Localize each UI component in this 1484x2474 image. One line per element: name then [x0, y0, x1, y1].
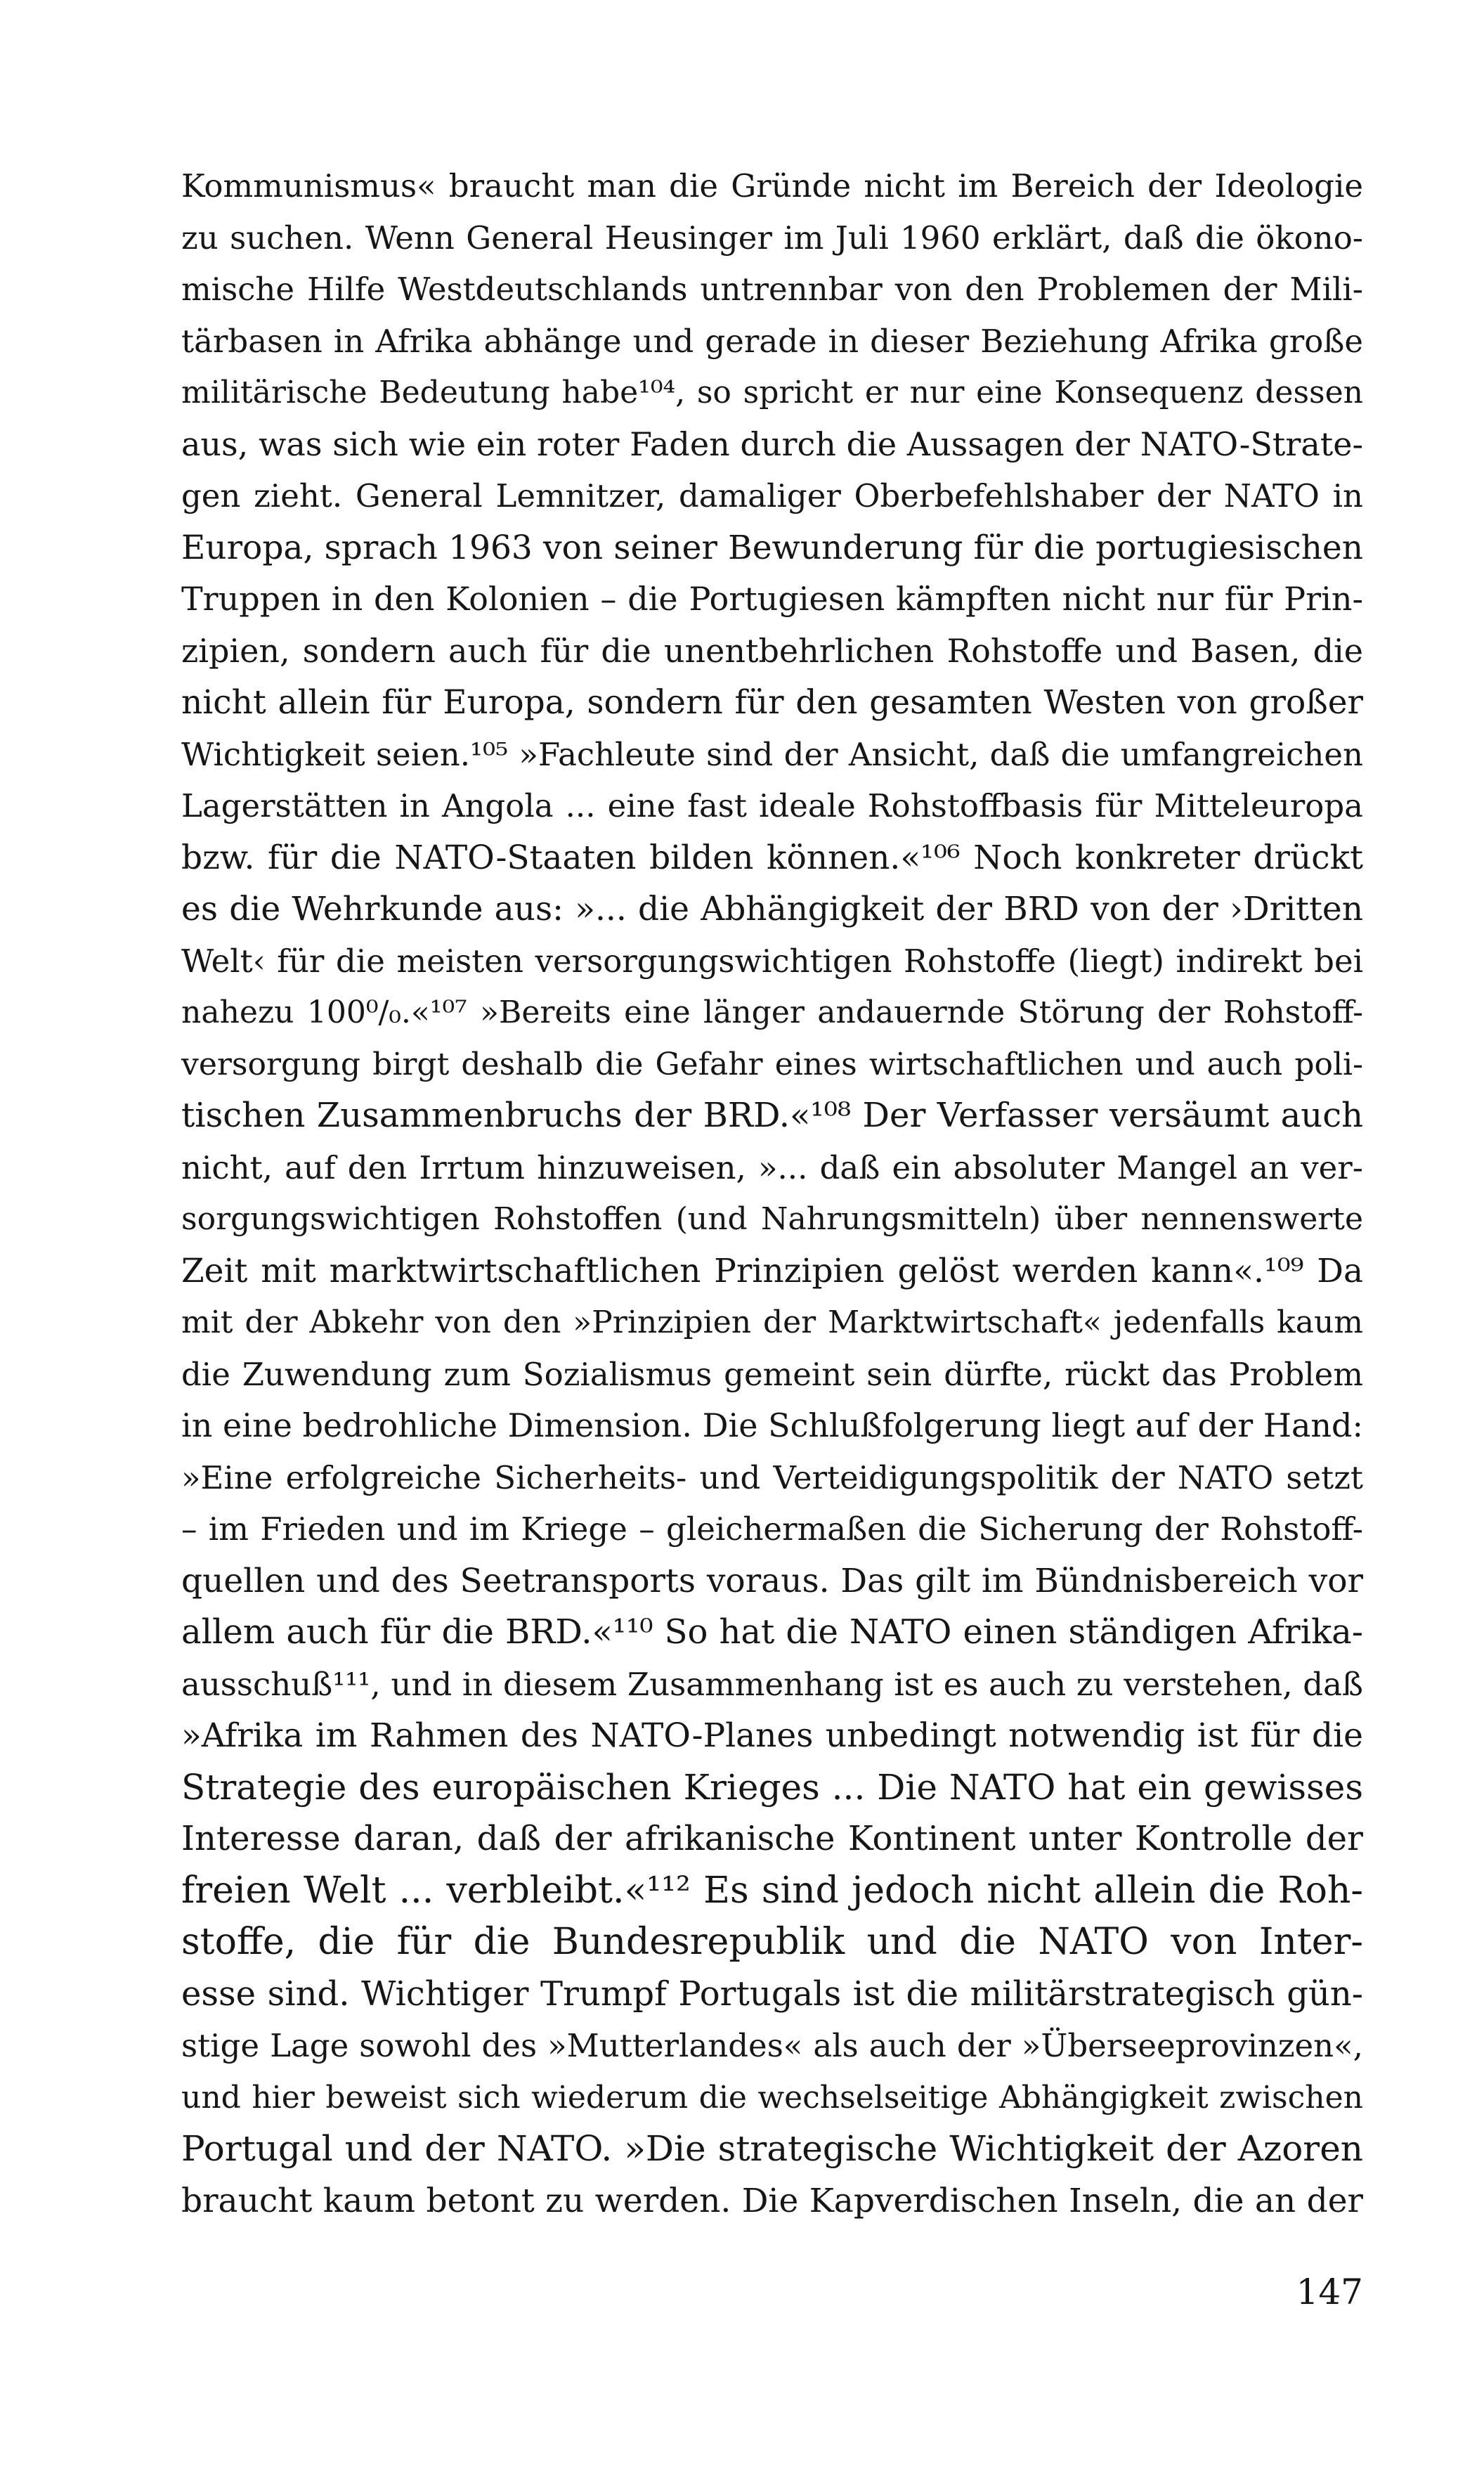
text-line: und hier beweist sich wiederum die wechselseitige Abhängigkeit zwischen	[181, 2079, 1363, 2116]
text-line: mit der Abkehr von den »Prinzipien der Marktwirtschaft« jedenfalls kaum	[181, 1304, 1363, 1340]
text-line: militärische Bedeutung habe¹⁰⁴, so spricht er nur eine Konsequenz dessen	[181, 375, 1363, 410]
text-line: aus, was sich wie ein roter Faden durch die Aussagen der NATO-Strate-	[181, 425, 1363, 463]
text-line: in eine bedrohliche Dimension. Die Schlußfolgerung liegt auf der Hand:	[181, 1406, 1363, 1444]
text-line: ausschuß¹¹¹, und in diesem Zusammenhang ist es auch zu verstehen, daß	[181, 1665, 1363, 1703]
text-line: freien Welt ... verbleibt.«¹¹² Es sind jedoch nicht allein die Roh-	[181, 1869, 1363, 1912]
text-line: Truppen in den Kolonien – die Portugiesen kämpften nicht nur für Prin-	[181, 580, 1363, 618]
text-line: braucht kaum betont zu werden. Die Kapverdischen Inseln, die an der	[181, 2181, 1363, 2220]
text-line: quellen und des Seetransports voraus. Das gilt im Bündnisbereich vor	[181, 1561, 1363, 1600]
text-line: nicht allein für Europa, sondern für den gesamten Westen von großer	[181, 683, 1363, 722]
text-line: Portugal und der NATO. »Die strategische Wichtigkeit der Azoren	[181, 2128, 1363, 2169]
text-line: gen zieht. General Lemnitzer, damaliger Oberbefehlshaber der NATO in	[181, 477, 1363, 514]
text-line: sorgungswichtigen Rohstoffen (und Nahrungsmitteln) über nennenswerte	[181, 1201, 1363, 1237]
text-line: Europa, sprach 1963 von seiner Bewunderung für die portugiesischen	[181, 528, 1363, 567]
text-line: Zeit mit marktwirtschaftlichen Prinzipien gelöst werden kann«.¹⁰⁹ Da	[181, 1251, 1363, 1290]
text-line: nahezu 100⁰/₀.«¹⁰⁷ »Bereits eine länger andauernde Störung der Rohstoff-	[181, 995, 1363, 1030]
text-line: zipien, sondern auch für die unentbehrlichen Rohstoffe und Basen, die	[181, 631, 1363, 670]
text-line: – im Frieden und im Kriege – gleichermaßen die Sicherung der Rohstoff-	[181, 1510, 1363, 1548]
text-line: tärbasen in Afrika abhänge und gerade in dieser Beziehung Afrika große	[181, 322, 1363, 360]
text-line: esse sind. Wichtiger Trumpf Portugals ist die militärstrategisch gün-	[181, 1974, 1363, 2014]
text-line: Wichtigkeit seien.¹⁰⁵ »Fachleute sind der Ansicht, daß die umfangreichen	[181, 735, 1363, 773]
text-line: stoffe, die für die Bundesrepublik und die NATO von Inter-	[181, 1921, 1363, 1963]
text-line: allem auch für die BRD.«¹¹⁰ So hat die NATO einen ständigen Afrika-	[181, 1612, 1363, 1652]
text-line: die Zuwendung zum Sozialismus gemeint sein dürfte, rückt das Problem	[181, 1355, 1363, 1393]
text-line: versorgung birgt deshalb die Gefahr eines wirtschaftlichen und auch poli-	[181, 1046, 1363, 1082]
page-number: 147	[1296, 2272, 1363, 2312]
text-line: stige Lage sowohl des »Mutterlandes« als auch der »Überseeprovinzen«,	[181, 2027, 1363, 2064]
text-line: »Eine erfolgreiche Sicherheits- und Verteidigungspolitik der NATO setzt	[181, 1458, 1363, 1496]
text-line: tischen Zusammenbruchs der BRD.«¹⁰⁸ Der Verfasser versäumt auch	[181, 1096, 1363, 1135]
text-line: bzw. für die NATO-Staaten bilden können.«¹⁰⁶ Noch konkreter drückt	[181, 838, 1363, 877]
text-line: mische Hilfe Westdeutschlands untrennbar von den Problemen der Mili-	[181, 271, 1363, 308]
text-line: es die Wehrkunde aus: »... die Abhängigkeit der BRD von der ›Dritten	[181, 890, 1363, 928]
body-text	[181, 160, 1363, 2227]
text-line: Welt‹ für die meisten versorgungswichtigen Rohstoffe (liegt) indirekt bei	[181, 942, 1363, 980]
text-line: Interesse daran, daß der afrikanische Kontinent unter Kontrolle der	[181, 1819, 1363, 1858]
text-line: Lagerstätten in Angola ... eine fast ideale Rohstoffbasis für Mitteleuropa	[181, 787, 1363, 824]
text-line: Strategie des europäischen Krieges ... Die NATO hat ein gewisses	[181, 1766, 1363, 1808]
text-line: zu suchen. Wenn General Heusinger im Juli 1960 erklärt, daß die ökono-	[181, 219, 1363, 257]
text-line: »Afrika im Rahmen des NATO-Planes unbedingt notwendig ist für die	[181, 1716, 1363, 1755]
text-line: nicht, auf den Irrtum hinzuweisen, »... daß ein absoluter Mangel an ver-	[181, 1148, 1363, 1186]
text-line: Kommunismus« braucht man die Gründe nicht im Bereich der Ideologie	[181, 167, 1363, 205]
